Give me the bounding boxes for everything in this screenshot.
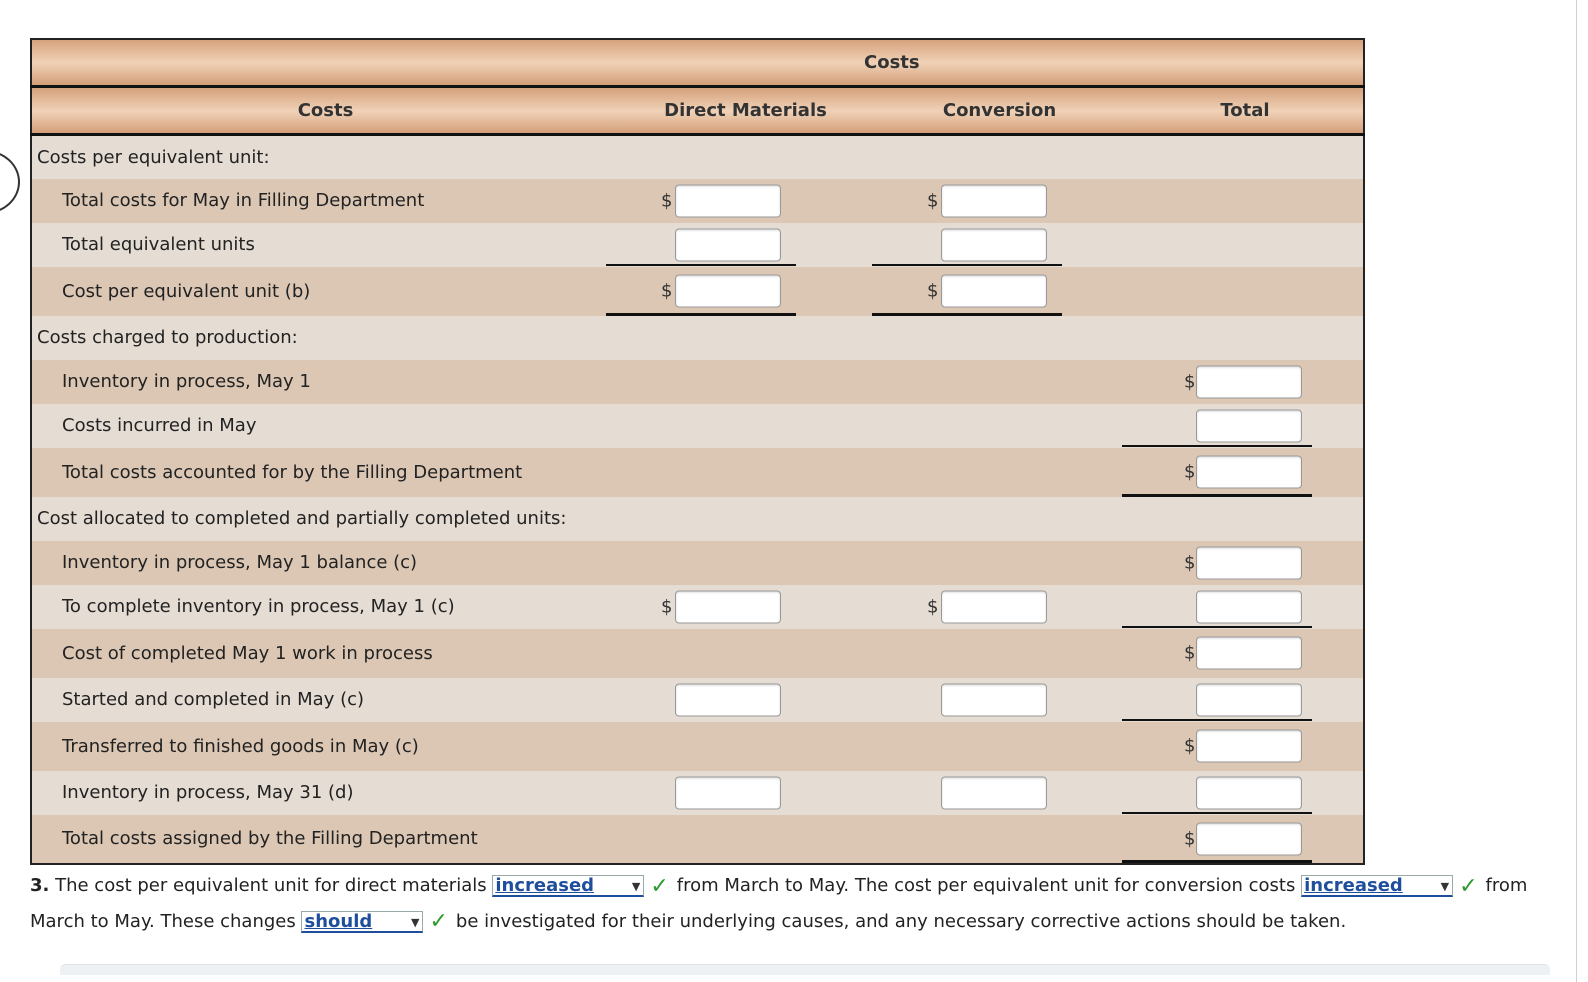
table-row <box>31 179 1364 223</box>
question-text: be investigated for their underlying causes, and any necessary corrective actions should be taken. <box>455 910 1347 932</box>
dm-cost-per-unit-input[interactable] <box>675 275 781 308</box>
table-row <box>31 448 1364 497</box>
row-label: Cost per equivalent unit (b) <box>31 267 619 316</box>
annotation-circle <box>0 150 20 214</box>
table-row <box>31 815 1364 864</box>
table-row <box>31 541 1364 585</box>
conv-equivalent-units-input[interactable] <box>941 228 1047 261</box>
section-label: Cost allocated to completed and partially completed units: <box>31 497 619 541</box>
chevron-down-icon: ▼ <box>1440 880 1450 893</box>
conv-to-complete-input[interactable] <box>941 590 1047 623</box>
table-row <box>31 678 1364 722</box>
column-header-conversion: Conversion <box>872 87 1127 135</box>
check-icon: ✓ <box>429 909 448 934</box>
cost-production-table <box>30 38 1365 865</box>
table-row <box>31 223 1364 267</box>
header-group-costs: Costs <box>619 39 1364 87</box>
question-text: from March to May. These changes <box>30 875 1528 932</box>
total-inventory-may31-input[interactable] <box>1196 776 1302 809</box>
table-header-group-row <box>31 39 1364 87</box>
currency-symbol: $ <box>1184 552 1196 573</box>
table-row <box>31 585 1364 629</box>
total-inventory-may1-balance-input[interactable] <box>1196 546 1302 579</box>
chevron-down-icon: ▼ <box>631 880 641 893</box>
conv-total-costs-input[interactable] <box>941 184 1047 217</box>
dm-inventory-may31-input[interactable] <box>675 776 781 809</box>
dropdown-value: increased <box>495 875 595 896</box>
total-transferred-input[interactable] <box>1196 730 1302 763</box>
row-label: Transferred to finished goods in May (c) <box>31 722 619 771</box>
table-row <box>31 267 1364 316</box>
chevron-down-icon: ▼ <box>411 915 420 929</box>
row-label: Total costs for May in Filling Department <box>31 179 619 223</box>
currency-symbol: $ <box>661 190 673 211</box>
question-text: from March to May. The cost per equivalent unit for conversion costs <box>676 875 1296 896</box>
dropdown-value: increased <box>1304 875 1403 896</box>
column-header-costs: Costs <box>31 87 619 135</box>
total-costs-accounted-input[interactable] <box>1196 456 1302 489</box>
total-inventory-may1-input[interactable] <box>1196 365 1302 398</box>
total-completed-may1-wip-input[interactable] <box>1196 637 1302 670</box>
currency-symbol: $ <box>1184 735 1196 757</box>
table-row <box>31 360 1364 404</box>
table-header-row <box>31 87 1364 135</box>
dm-change-dropdown[interactable] <box>492 875 644 897</box>
dropdown-value: should <box>304 910 373 932</box>
currency-symbol: $ <box>1184 828 1196 849</box>
currency-symbol: $ <box>927 190 939 211</box>
dm-total-costs-input[interactable] <box>675 184 781 217</box>
currency-symbol: $ <box>1184 371 1196 392</box>
conversion-change-dropdown[interactable] <box>1301 875 1453 897</box>
currency-symbol: $ <box>927 280 939 302</box>
row-label: Started and completed in May (c) <box>31 678 619 722</box>
currency-symbol: $ <box>1184 642 1196 664</box>
row-label: Inventory in process, May 31 (d) <box>31 771 619 815</box>
question-3 <box>30 868 1560 939</box>
next-panel-edge <box>60 964 1550 975</box>
table-row <box>31 629 1364 678</box>
table-row <box>31 722 1364 771</box>
conv-inventory-may31-input[interactable] <box>941 776 1047 809</box>
table-row <box>31 497 1364 541</box>
column-header-total: Total <box>1127 87 1364 135</box>
row-label: Total costs accounted for by the Filling Department <box>31 448 619 497</box>
dm-to-complete-input[interactable] <box>675 590 781 623</box>
row-label: Total costs assigned by the Filling Department <box>31 815 619 864</box>
column-header-direct-materials: Direct Materials <box>619 87 872 135</box>
question-text: The cost per equivalent unit for direct materials <box>55 875 487 896</box>
total-started-completed-input[interactable] <box>1196 683 1302 716</box>
total-to-complete-input[interactable] <box>1196 590 1302 623</box>
currency-symbol: $ <box>661 280 673 302</box>
section-label: Costs charged to production: <box>31 316 619 360</box>
currency-symbol: $ <box>1184 461 1196 483</box>
table-row <box>31 316 1364 360</box>
dm-started-completed-input[interactable] <box>675 683 781 716</box>
conv-started-completed-input[interactable] <box>941 683 1047 716</box>
table-row <box>31 771 1364 815</box>
currency-symbol: $ <box>661 596 673 617</box>
total-costs-incurred-input[interactable] <box>1196 409 1302 442</box>
row-label: Total equivalent units <box>31 223 619 267</box>
row-label: Cost of completed May 1 work in process <box>31 629 619 678</box>
table-row <box>31 404 1364 448</box>
row-label: Inventory in process, May 1 <box>31 360 619 404</box>
investigate-dropdown[interactable] <box>301 911 423 933</box>
table-row <box>31 135 1364 179</box>
check-icon: ✓ <box>650 873 669 899</box>
question-number: 3. <box>30 875 50 896</box>
page-scroll-edge <box>1576 0 1577 982</box>
currency-symbol: $ <box>927 596 939 617</box>
row-label: Inventory in process, May 1 balance (c) <box>31 541 619 585</box>
dm-equivalent-units-input[interactable] <box>675 228 781 261</box>
row-label: To complete inventory in process, May 1 (c) <box>31 585 619 629</box>
section-label: Costs per equivalent unit: <box>31 135 619 179</box>
conv-cost-per-unit-input[interactable] <box>941 275 1047 308</box>
check-icon: ✓ <box>1459 873 1478 899</box>
row-label: Costs incurred in May <box>31 404 619 448</box>
total-costs-assigned-input[interactable] <box>1196 822 1302 855</box>
